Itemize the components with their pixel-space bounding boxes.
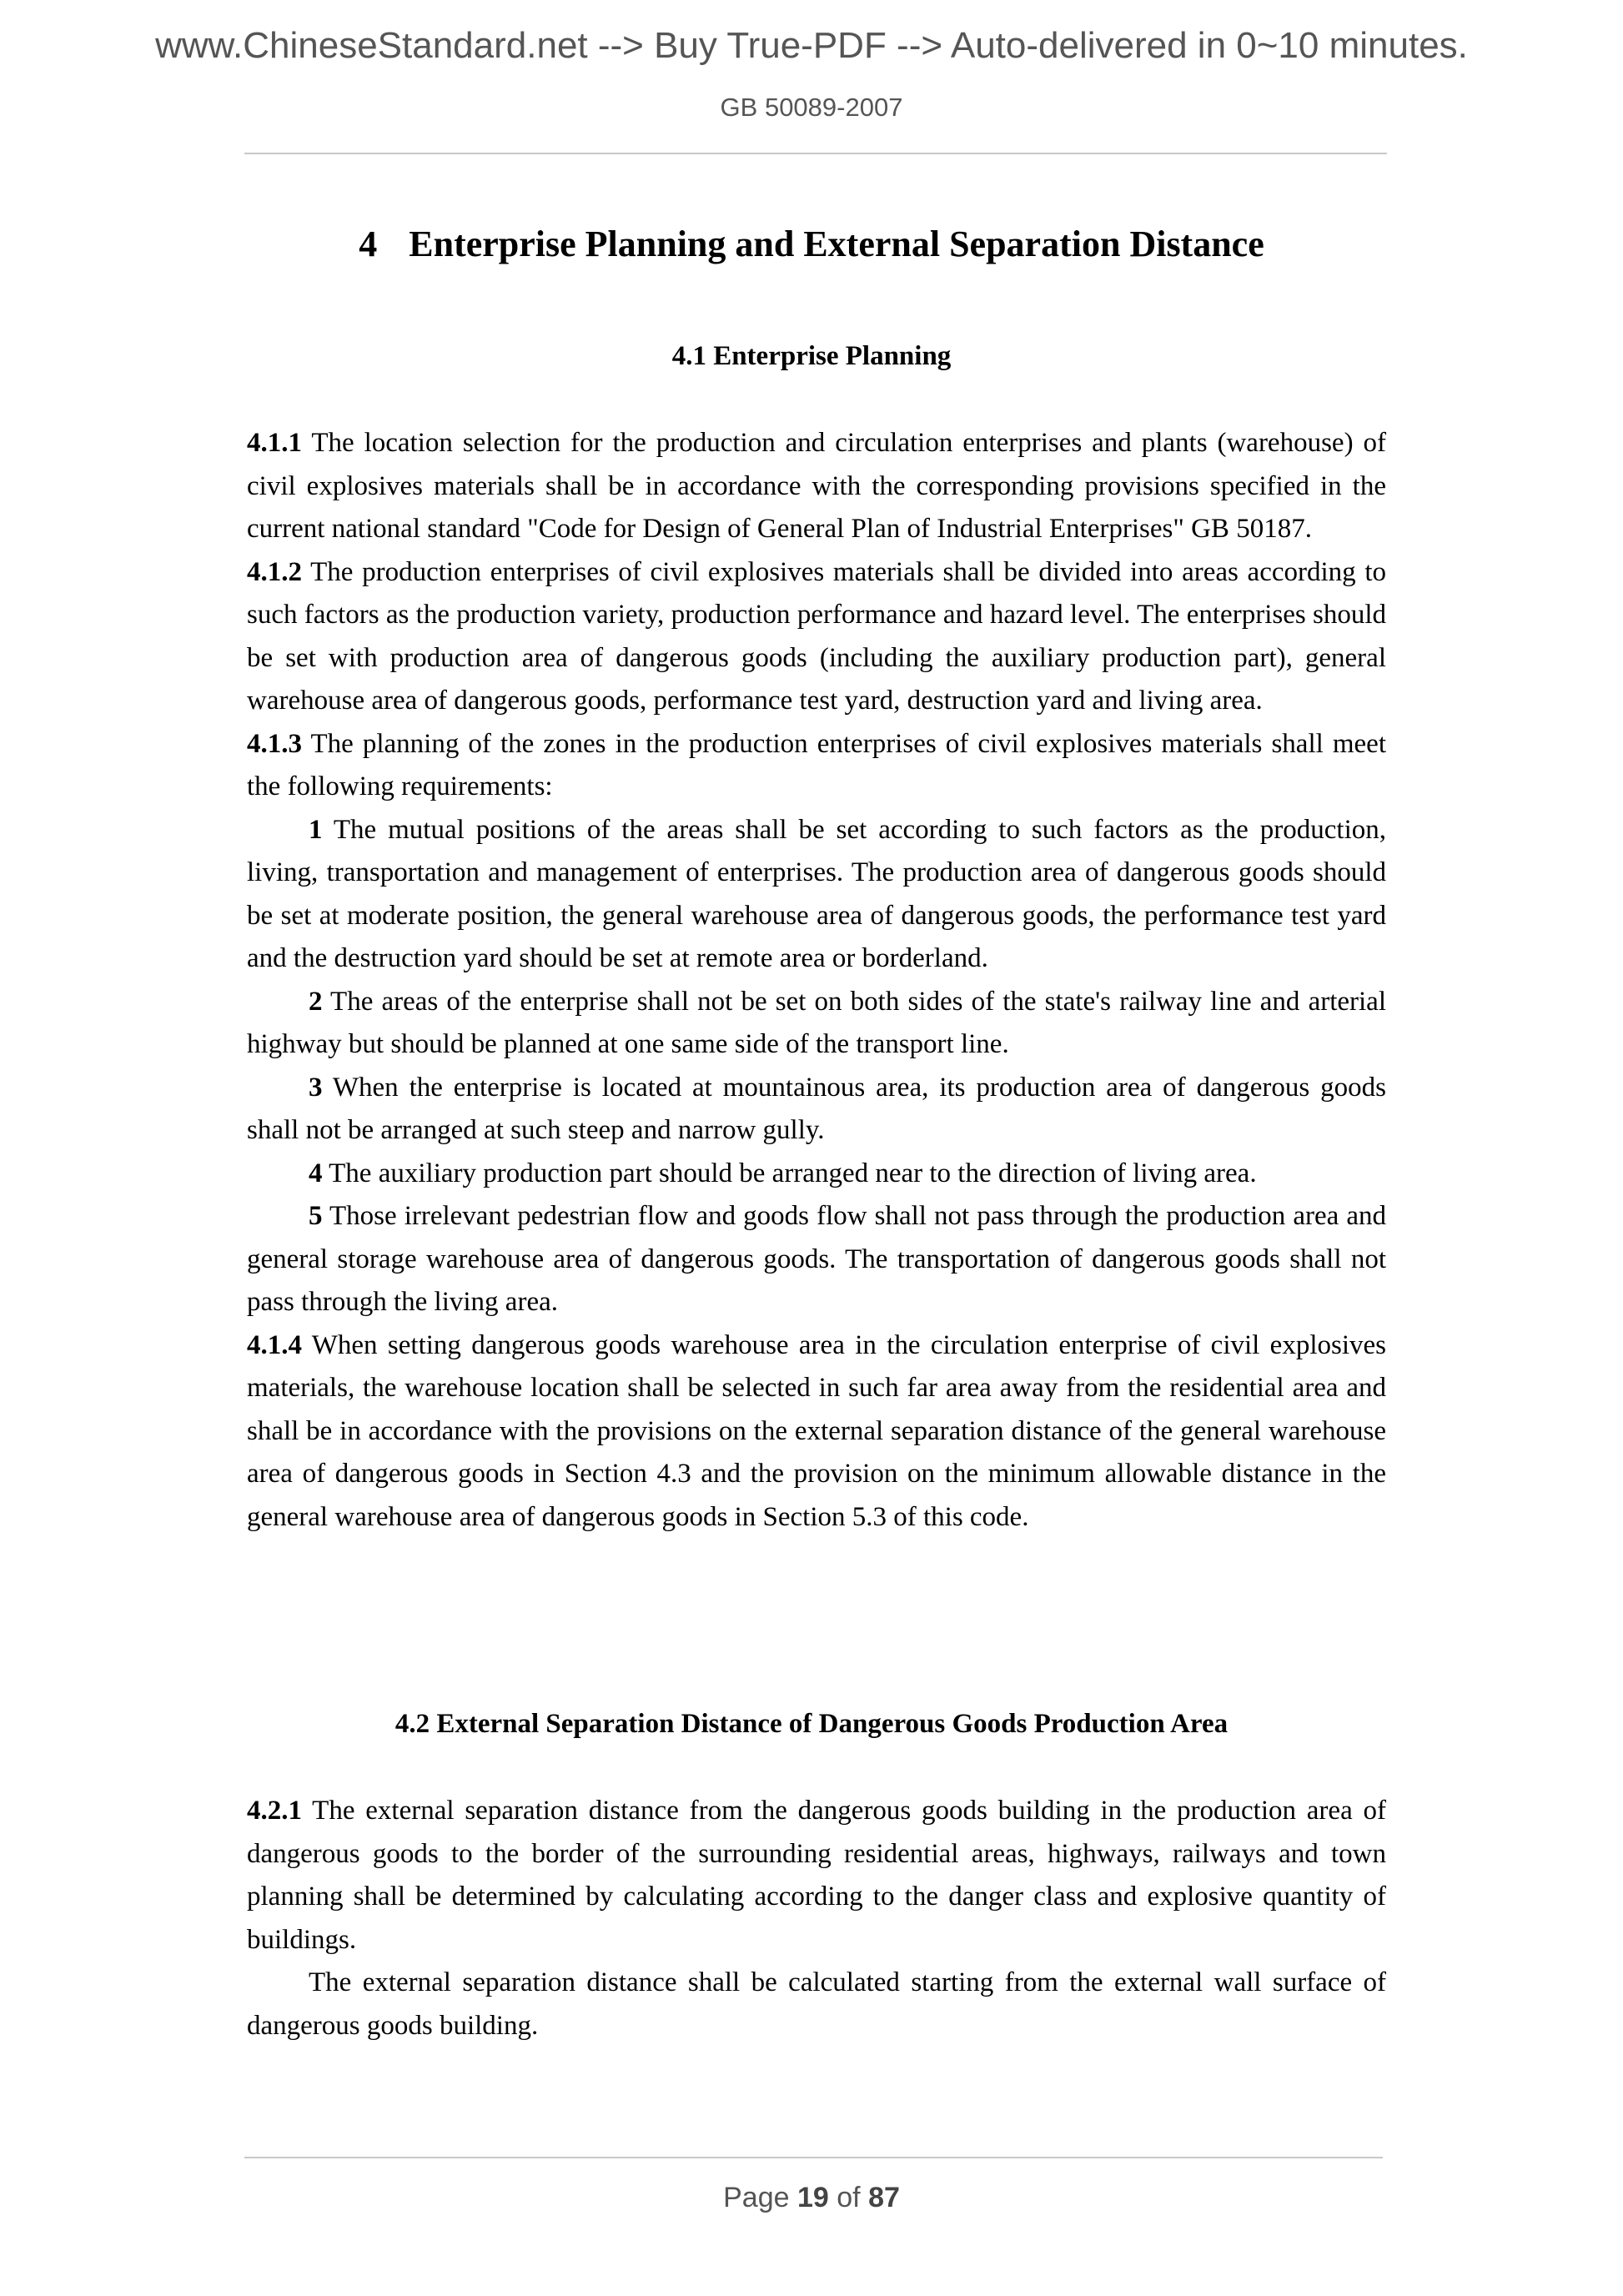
page-number: 19 (796, 2182, 829, 2213)
site-banner: www.ChineseStandard.net --> Buy True-PDF --> Auto-delivered in 0~10 minutes. (155, 25, 1468, 66)
clause-4-1-2 (247, 551, 1386, 723)
clause-4-2-1 (247, 1790, 1386, 1962)
chapter-heading (0, 221, 1623, 268)
page-word: Page (723, 2182, 790, 2213)
paragraph-calculation-start: The external separation distance shall be calculated starting from the external wall surface of dangerous goods building. (247, 1967, 1386, 2041)
footer-divider (244, 2157, 1383, 2158)
clause-4-1-1 (247, 422, 1386, 551)
item-number: 1 (309, 814, 323, 845)
clause-number: 4.1.3 (247, 728, 302, 759)
clause-number: 4.1.2 (247, 556, 302, 587)
document-id: GB 50089-2007 (720, 93, 903, 122)
of-word: of (837, 2182, 861, 2213)
clause-number: 4.1.4 (247, 1329, 302, 1360)
item-text: When the enterprise is located at mountainous area, its production area of dangerous goods shall not be arranged at such steep and narrow gully. (247, 1072, 1386, 1145)
list-item-3 (247, 1067, 1386, 1153)
item-text: The mutual positions of the areas shall be set according to such factors as the production, living, transportation and management of enterprises. The production area of dangerous goods should be set at moderate position, the general warehouse area of dangerous goods, the performance test yard and the destruction yard should be set at remote area or borderland. (247, 814, 1386, 973)
chapter-number: 4 (359, 224, 378, 264)
item-text: The areas of the enterprise shall not be set on both sides of the state's railway line and arterial highway but should be planned at one same side of the transport line. (247, 986, 1386, 1059)
list-item-4 (247, 1153, 1386, 1196)
item-number: 4 (309, 1158, 323, 1188)
clause-text: The production enterprises of civil explosives materials shall be divided into areas according to such factors as the production variety, production performance and hazard level. The enterprises should be set with production area of dangerous goods (including the auxiliary production part), general warehouse area of dangerous goods, performance test yard, destruction yard and living area. (247, 556, 1386, 716)
page-footer (0, 2181, 1623, 2214)
list-item-2 (247, 981, 1386, 1067)
section-4-1-title: 4.1 Enterprise Planning (671, 341, 952, 371)
section-4-2-body (247, 1790, 1386, 2047)
clause-text: The planning of the zones in the production enterprises of civil explosives materials shall meet the following requirements: (247, 728, 1386, 801)
header-divider (244, 153, 1387, 154)
item-number: 5 (309, 1201, 323, 1231)
item-text: Those irrelevant pedestrian flow and goods flow shall not pass through the production area and general storage warehouse area of dangerous goods. The transportation of dangerous goods shall not pass through the living area. (247, 1201, 1386, 1317)
item-number: 3 (309, 1072, 323, 1103)
clause-text: When setting dangerous goods warehouse area in the circulation enterprise of civil explosives materials, the warehouse location shall be selected in such far area away from the residential area and shall be in accordance with the provisions on the external separation distance of the general warehouse area of dangerous goods in Section 4.3 and the provision on the minimum allowable distance in the general warehouse area of dangerous goods in Section 5.3 of this code. (247, 1329, 1386, 1532)
list-item-1 (247, 809, 1386, 981)
item-text: The auxiliary production part should be arranged near to the direction of living area. (322, 1158, 1257, 1188)
clause-number: 4.1.1 (247, 428, 302, 458)
page-total: 87 (868, 2182, 900, 2213)
section-4-2-title: 4.2 External Separation Distance of Dangerous Goods Production Area (394, 1709, 1229, 1739)
clause-4-1-3 (247, 723, 1386, 809)
chapter-title: Enterprise Planning and External Separation Distance (409, 224, 1264, 264)
list-item-5 (247, 1195, 1386, 1324)
clause-text: The external separation distance from the dangerous goods building in the production area of dangerous goods to the border of the surrounding residential areas, highways, railways and town planning shall be determined by calculating according to the danger class and explosive quantity of buildings. (247, 1796, 1386, 1955)
clause-text: The location selection for the production and circulation enterprises and plants (warehouse) of civil explosives materials shall be in accordance with the corresponding provisions specified in the current national standard "Code for Design of General Plan of Industrial Enterprises" GB 50187. (247, 428, 1386, 544)
item-number: 2 (309, 986, 323, 1017)
clause-4-1-4 (247, 1324, 1386, 1540)
clause-number: 4.2.1 (247, 1796, 302, 1826)
section-4-1-body (247, 422, 1386, 1539)
